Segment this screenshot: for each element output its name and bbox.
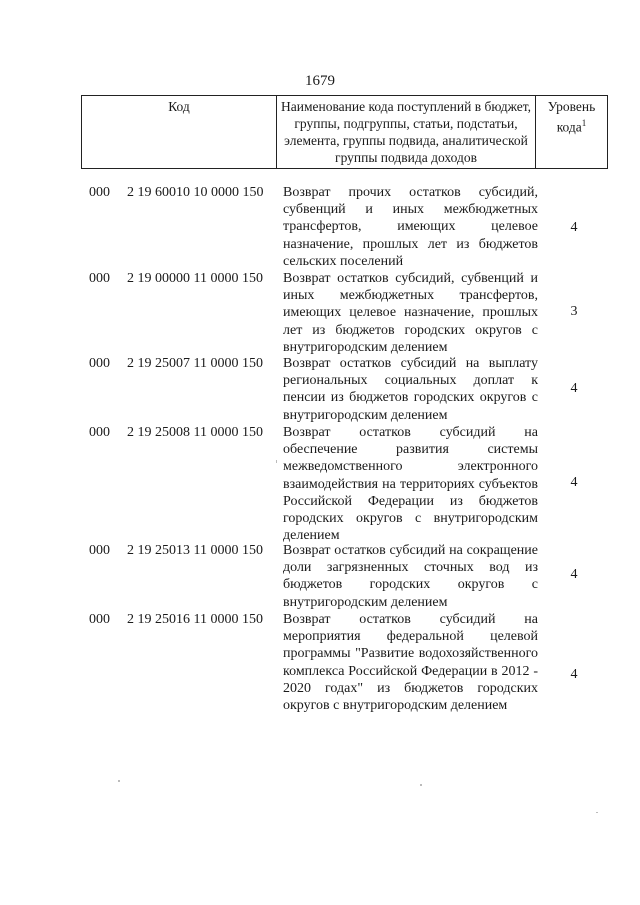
header-level-label: Уровень кода <box>547 99 596 135</box>
row-code: 2 19 00000 11 0000 150 <box>127 271 263 286</box>
row-level: 4 <box>570 567 578 582</box>
row-name: Возврат прочих остатков субсидий, субвенций и иных межбюджетных трансфертов, имеющих целевое назначение, прошлых лет из бюджетов сельских поселений <box>283 185 538 269</box>
row-prefix: 000 <box>89 543 110 558</box>
header-name-label: Наименование кода поступлений в бюджет, группы, подгруппы, статьи, подстатьи, элемента, группы подвида, аналитической группы подвида доходов <box>281 99 532 165</box>
scan-speck <box>420 784 422 786</box>
row-level: 4 <box>570 667 578 682</box>
row-name: Возврат остатков субсидий, субвенций и иных межбюджетных трансфертов, имеющих целевое назначение, прошлых лет из бюджетов городских округов с внутригородским делением <box>283 271 538 355</box>
row-level: 4 <box>570 381 578 396</box>
row-level: 3 <box>570 304 578 319</box>
row-name: Возврат остатков субсидий на выплату региональных социальных доплат к пенсии из бюджетов городских округов с внутригородским делением <box>283 356 538 423</box>
row-prefix: 000 <box>89 356 110 371</box>
row-code: 2 19 25008 11 0000 150 <box>127 425 263 440</box>
header-name <box>277 96 536 169</box>
table-header <box>81 95 608 169</box>
row-prefix: 000 <box>89 425 110 440</box>
header-code <box>82 96 277 169</box>
scan-speck <box>118 780 120 782</box>
row-prefix: 000 <box>89 185 110 200</box>
row-prefix: 000 <box>89 612 110 627</box>
row-name: Возврат остатков субсидий на мероприятия федеральной целевой программы "Развитие водохозяйственного комплекса Российской Федерации в 2012 - 2020 годах" из бюджетов городских округов с внутригородским делением <box>283 612 538 714</box>
row-name: Возврат остатков субсидий на сокращение доли загрязненных сточных вод из бюджетов городских округов с внутригородским делением <box>283 543 538 610</box>
row-level: 4 <box>570 475 578 490</box>
row-name: Возврат остатков субсидий на обеспечение развития системы межведомственного электронного взаимодействия на территориях субъектов Российской Федерации из бюджетов городских округов с внутригородским делением <box>283 425 538 544</box>
row-code: 2 19 60010 10 0000 150 <box>127 185 264 200</box>
header-level <box>536 96 608 169</box>
scan-speck <box>276 460 277 463</box>
row-code: 2 19 25016 11 0000 150 <box>127 612 263 627</box>
row-code: 2 19 25013 11 0000 150 <box>127 543 263 558</box>
row-code: 2 19 25007 11 0000 150 <box>127 356 263 371</box>
page-number: 1679 <box>305 73 335 89</box>
header-code-label: Код <box>168 99 190 114</box>
row-prefix: 000 <box>89 271 110 286</box>
footnote-marker: 1 <box>581 118 587 128</box>
scan-speck <box>596 812 598 813</box>
row-level: 4 <box>570 220 578 235</box>
